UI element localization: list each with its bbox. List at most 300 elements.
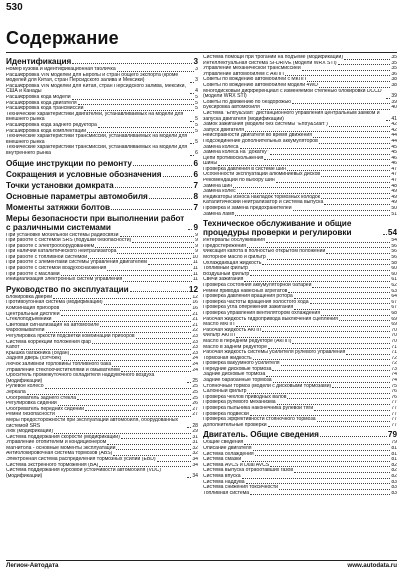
dot-leader (190, 82, 194, 83)
toc-entry-title: Проверка рулевого механизма (203, 400, 276, 406)
toc-entry-title: Проверка и замена предохранителей (203, 206, 292, 212)
toc-entry-title: Общие сведения (203, 440, 244, 446)
toc-entry-title: Номер кузова и идентификационная табличка (6, 67, 116, 72)
toc-entry-title: Стояночный тормоз (модели с дисковыми тормозами) (203, 383, 332, 389)
dot-leader (107, 444, 191, 445)
toc-page-number: 42 (391, 122, 397, 128)
toc-entry-title: Противоугонная система (модификации) (6, 300, 103, 306)
toc-page-number: 54 (391, 238, 397, 244)
toc-page-number: 21 (192, 322, 198, 328)
dot-leader (163, 176, 193, 177)
dot-leader (136, 338, 192, 339)
toc-page-number: 3 (195, 67, 198, 72)
toc-entry-title: Руководство по эксплуатации (6, 284, 129, 294)
dot-leader (247, 247, 390, 248)
dot-leader (132, 242, 194, 243)
dot-leader (245, 131, 390, 132)
dot-leader (121, 371, 192, 372)
toc-entry-title: Фильтр АКПП (203, 333, 236, 339)
dot-leader (60, 310, 191, 311)
toc-page-number: 49 (391, 189, 397, 195)
toc-page-number: 27 (192, 406, 198, 412)
dot-leader (120, 236, 195, 237)
toc-entry (203, 423, 397, 429)
toc-entry (6, 277, 198, 283)
toc-page-number: 58 (391, 260, 397, 266)
dot-leader (99, 466, 191, 467)
toc-entry-title: Система наддува (203, 479, 245, 485)
toc-entry-title: Технические характеристики трансмиссий, устанавливаемых на модели для внешнего рынка (6, 134, 188, 145)
dot-leader (98, 127, 194, 128)
toc-entry-title: Масло МКПП (203, 322, 235, 328)
toc-page-number: 23 (192, 334, 198, 339)
dot-leader (324, 204, 390, 205)
toc-entry-title: Система экстренного торможения (BA) (6, 462, 99, 468)
toc-page-number: 77 (391, 417, 397, 423)
toc-entry-title: Проверка подвески (203, 411, 249, 417)
toc-page-number: 24 (192, 367, 198, 373)
toc-entry-title: Система выпуска отработавших газов (203, 468, 294, 474)
toc-page-number: 31 (192, 434, 198, 440)
toc-page-number: 81 (391, 446, 397, 451)
dot-leader (237, 193, 391, 194)
toc-page-number: 71 (391, 350, 397, 356)
dot-leader (273, 382, 391, 383)
dot-leader (253, 359, 391, 360)
toc-entry-title: Масло в переднем редукторе (АКПП) (203, 338, 292, 344)
toc-page-number: 47 (391, 172, 397, 178)
page-number: 530 (6, 2, 23, 13)
toc-page-number: 61 (391, 277, 397, 283)
toc-entry-title: Расшифровка VIN моделей для Европы и стран общего экспорта (кроме моделей для Китая, стран Персидского залива и Мексики) (6, 72, 179, 84)
toc-entry-title: При установке мобильной системы радиосвязи (6, 232, 119, 238)
toc-page-number: 16 (192, 306, 198, 312)
toc-entry-title: Меры предосторожности при эксплуатации автомобиля, оборудованных системой SRS (6, 417, 179, 429)
toc-entry-title: При работе с системой воздухоснабжения (6, 266, 107, 272)
toc-page-number: 5 (195, 100, 198, 106)
toc-entry (6, 145, 198, 156)
toc-page-number: 74 (391, 372, 397, 378)
toc-entry-title: Система коррекции положения фар (6, 339, 92, 345)
toc-entry-title: Цепи противоскольжения (203, 155, 264, 161)
toc-entry-title: Обогреватель заднего стекла (6, 395, 77, 401)
toc-page-number: 3 (193, 57, 198, 66)
toc-page-number: 23 (192, 350, 198, 356)
dot-leader (72, 63, 192, 64)
dot-leader (288, 292, 390, 293)
toc-page-number: 6 (193, 158, 198, 168)
toc-page-number: 40 (391, 105, 397, 111)
toc-entry-title: Точки установки домкрата (6, 180, 114, 190)
toc-page-number: 41 (391, 115, 397, 122)
dot-leader (386, 98, 390, 99)
toc-entry-title: Дополнительные проверки (203, 422, 267, 428)
toc-entry-title: При наличии каталитического нейтрализатора (6, 249, 117, 255)
toc-page-number: 27 (192, 412, 198, 418)
toc-section-heading (6, 192, 198, 201)
toc-page-number: 5 (195, 94, 198, 100)
toc-page-number: 28 (192, 422, 198, 429)
dot-leader (111, 209, 192, 210)
dot-leader (190, 93, 194, 94)
toc-page-number: 60 (391, 266, 397, 272)
toc-page-number: 56 (391, 255, 397, 260)
dot-leader (95, 247, 194, 248)
dot-leader (107, 270, 191, 271)
toc-entry-title: Советы по движению по бездорожью (203, 99, 292, 105)
toc-entry-title: Проверка пыльника наконечника рулевой тяги (203, 406, 314, 412)
toc-page-number: 83 (391, 485, 397, 491)
toc-page-number: 39 (391, 99, 397, 105)
toc-page-number: 47 (391, 166, 397, 172)
toc-entry-title: Идентификация (6, 57, 72, 66)
toc-entry-title: Проверка состояния аккумуляторной батареи (203, 282, 312, 288)
dot-leader (326, 253, 390, 254)
toc-entry-title: Масло в заднем редукторе (203, 344, 267, 350)
dot-leader (121, 438, 192, 439)
toc-page-number: 48 (391, 183, 397, 189)
dot-leader (262, 264, 390, 265)
dot-leader (236, 326, 391, 327)
dot-leader (157, 461, 192, 462)
toc-section-heading (6, 285, 198, 294)
toc-entry-title: Советы по вождению автомобилей с МКПП (203, 77, 306, 83)
footer-website: www.autodata.ru (347, 562, 397, 569)
toc-entry-title: Тормозная жидкость (203, 355, 252, 361)
dot-leader (58, 405, 192, 406)
toc-entry-title: Зеркала (6, 389, 26, 395)
dot-leader (190, 143, 194, 144)
toc-page-number: 45 (391, 150, 397, 156)
toc-left-column (6, 55, 198, 479)
dot-leader (27, 394, 192, 395)
toc-page-number: 31 (192, 440, 198, 446)
toc-entry (6, 84, 198, 95)
dot-leader (188, 229, 192, 230)
toc-page-number: 5 (195, 122, 198, 128)
dot-leader (310, 303, 391, 304)
toc-entry-title: При работе с электрооборудованием (6, 243, 95, 249)
dot-leader (117, 71, 194, 72)
toc-entry-title: Расшифровка кода модели (6, 94, 71, 100)
toc-entry-title: Неисправности двигателя во время движения (203, 133, 313, 139)
dot-leader (250, 415, 391, 416)
toc-page-number: 10 (192, 254, 198, 260)
toc-page-number: 62 (391, 282, 397, 288)
toc-page-number: 9 (195, 249, 198, 255)
toc-page-number: 82 (391, 462, 397, 468)
toc-entry-title: Описание двигателя (203, 446, 252, 451)
toc-page-number: 46 (391, 155, 397, 161)
toc-entry-title: Проверка угла опережения зажигания (203, 305, 294, 311)
toc-entry-title: Система смазки (203, 457, 242, 463)
toc-entry-title: Топливная система (203, 490, 250, 496)
toc-entry-title: Регулировка сидений (6, 401, 57, 407)
dot-leader (261, 109, 391, 110)
toc-page-number: 34 (192, 472, 198, 479)
dot-leader (244, 281, 390, 282)
toc-entry-title: Рулевое колесо (6, 384, 44, 390)
dot-leader (321, 198, 390, 199)
dot-leader (266, 376, 390, 377)
toc-page-number: 11 (192, 277, 198, 283)
dot-leader (281, 365, 391, 366)
toc-entry (6, 468, 198, 479)
toc-page-number: 21 (192, 317, 198, 323)
toc-page-number: 69 (391, 316, 397, 322)
toc-entry-title: Замок зажигания (модели без системы "Entry&Start") (203, 122, 328, 128)
toc-page-number: 82 (391, 468, 397, 474)
dot-leader (268, 426, 391, 427)
page-title: Содержание (6, 28, 119, 48)
toc-page-number: 6 (195, 149, 198, 156)
toc-page-number: 46 (391, 161, 397, 167)
toc-page-number: 22 (192, 328, 198, 334)
toc-entry-title: Расшифровка кода трансмиссии (6, 106, 84, 112)
dot-leader (264, 159, 390, 160)
toc-entry-title: Основные параметры автомобиля (6, 191, 148, 201)
toc-page-number: 77 (391, 400, 397, 406)
dot-leader (190, 121, 194, 122)
toc-page-number: 42 (391, 127, 397, 133)
toc-entry (6, 418, 198, 429)
dot-leader (117, 253, 194, 254)
toc-entry (6, 373, 198, 384)
toc-page-number: 51 (391, 211, 397, 217)
toc-entry-title: Рабочая жидкость гидропривода выключения сцепления (203, 316, 338, 322)
toc-page-number: 16 (192, 300, 198, 306)
dot-leader (287, 398, 390, 399)
toc-page-number: 60 (391, 271, 397, 277)
toc-entry-title: Блокировка дверей (6, 294, 53, 300)
toc-entry-title: Проверка эффективности стояночного тормоза (203, 417, 316, 423)
toc-entry-title: Антиблокировочная система тормозов (ABS) (6, 451, 113, 457)
dot-leader (187, 427, 191, 428)
title-rule (6, 52, 397, 53)
toc-entry (6, 112, 198, 123)
dot-leader (313, 137, 390, 138)
dot-leader (250, 494, 390, 495)
toc-entry-title: Ремни привода навесных агрегатов (203, 288, 288, 294)
dot-leader (84, 110, 194, 111)
toc-page-number: 38 (391, 77, 397, 83)
toc-page-number: 23 (192, 345, 198, 351)
dot-leader (240, 148, 391, 149)
dot-leader (190, 155, 194, 156)
toc-page-number: 36 (391, 71, 397, 77)
toc-entry-title: Регулировка яркости подсветки комбинации приборов (6, 334, 135, 339)
dot-leader (242, 461, 390, 462)
toc-entry-title: Предостережения (203, 243, 246, 249)
toc-entry-title: Инициализация электронных систем управления (6, 277, 123, 283)
toc-entry-title: Расшифровка VIN моделей для Китая, стран Персидского залива, Мексики, США и Канады (6, 83, 186, 95)
toc-page-number: 81 (391, 451, 397, 457)
toc-section-heading (6, 170, 198, 179)
dot-leader (61, 275, 192, 276)
toc-page-number: 7 (193, 202, 198, 212)
toc-page-number: 67 (391, 299, 397, 305)
toc-entry-title: Задняя дверь (хэтчбек) (6, 356, 62, 362)
toc-page-number: 72 (391, 355, 397, 361)
dot-leader (268, 348, 390, 349)
toc-section-heading (6, 214, 198, 232)
dot-leader (53, 298, 191, 299)
toc-page-number: 79 (391, 440, 397, 446)
toc-page-number: 77 (391, 411, 397, 417)
toc-entry-title: Передние дисковые тормоза (203, 366, 272, 372)
toc-page-number: 70 (391, 333, 397, 339)
dot-leader (285, 75, 391, 76)
dot-leader (294, 298, 391, 299)
dot-leader (250, 275, 390, 276)
toc-entry-title: Технические характеристики двигателей, устанавливаемых на модели для внешнего рынка (6, 111, 184, 123)
toc-section-heading (6, 57, 198, 66)
toc-entry-title: Задние барабанные тормоза (203, 378, 272, 384)
toc-page-number: 24 (192, 361, 198, 367)
toc-entry-title: При работе с элементами системы управления двигателем (6, 260, 147, 266)
dot-leader (77, 399, 191, 400)
dot-leader (116, 449, 191, 450)
toc-page-number: 77 (391, 406, 397, 412)
toc-entry-title: Запуск двигателя (203, 127, 245, 133)
toc-section-heading (6, 203, 198, 212)
toc-entry (203, 212, 397, 218)
dot-leader (321, 315, 390, 316)
dot-leader (78, 104, 195, 105)
toc-entry-title: Управление механической трансмиссией (203, 66, 301, 72)
toc-entry-title: Расшифровка кода двигателя (6, 100, 77, 106)
toc-entry-title: Сокращения и условные обозначения (6, 169, 162, 179)
dot-leader (307, 81, 390, 82)
toc-entry-title: Многодисковый дифференциал с изменяемой степенью блокировки DCCD (модели WRX STI) (203, 88, 382, 100)
dot-leader (130, 291, 188, 292)
dot-leader (386, 120, 390, 121)
dot-leader (262, 331, 390, 332)
toc-page-number: 38 (391, 82, 397, 88)
dot-leader (133, 165, 192, 166)
dot-leader (46, 332, 192, 333)
toc-page-number: 11 (192, 266, 198, 272)
toc-page-number: 70 (391, 327, 397, 333)
toc-entry-title: Управление автомобилем с АКПП (203, 71, 284, 77)
toc-entry-title: Магнитола - основные моменты эксплуатации (6, 445, 116, 451)
dot-leader (115, 187, 193, 188)
toc-entry-title: Система поддержания скорости (модификации) (6, 434, 120, 440)
toc-entry-title: Система охлаждения (203, 451, 254, 457)
toc-entry-title: Ороситель промежуточного охладителя наддувочного воздуха (модификации) (6, 373, 155, 384)
dot-leader (92, 343, 191, 344)
dot-leader (249, 270, 390, 271)
page-footer (6, 560, 397, 569)
dot-leader (112, 366, 191, 367)
toc-entry-title: Проверка управления вентилятором охлаждения (203, 310, 321, 316)
toc-entry-title: Охлаждающая жидкость (203, 260, 262, 266)
toc-page-number: 82 (391, 473, 397, 479)
dot-leader (123, 281, 191, 282)
toc-page-number: 11 (192, 271, 198, 277)
dot-leader (45, 388, 192, 389)
toc-entry (203, 491, 397, 497)
toc-entry-title: Интеллектуальная система SI-DRIVE (модели WRX STI) (203, 60, 337, 66)
toc-section-heading (203, 219, 397, 237)
dot-leader (187, 382, 191, 383)
toc-entry-title: Рабочая жидкость АКПП (203, 327, 262, 333)
toc-entry-title: Проверка вакуумного усилителя (203, 361, 280, 367)
toc-page-number: 44 (391, 138, 397, 144)
dot-leader (319, 143, 390, 144)
dot-leader (287, 170, 390, 171)
toc-entry-title: Моторное масло и фильтр (203, 255, 266, 260)
toc-page-number: 5 (195, 116, 198, 123)
toc-page-number: 12 (188, 284, 198, 294)
toc-page-number: 23 (192, 339, 198, 345)
toc-page-number: 25 (192, 384, 198, 390)
dot-leader (253, 450, 391, 451)
toc-page-number: 32 (192, 445, 198, 451)
toc-page-number: 74 (391, 378, 397, 384)
toc-entry-title: Крышка багажника (седан) (6, 350, 70, 356)
footer-publisher: Легион-Автодата (6, 562, 59, 569)
toc-entry-title: Интервалы обслуживания (203, 238, 265, 244)
toc-entry-title: Замена шин (203, 183, 233, 189)
toc-entry-title: Расшифровка кода комплектации (6, 128, 87, 134)
dot-leader (270, 154, 391, 155)
dot-leader (233, 187, 390, 188)
dot-leader (255, 455, 391, 456)
toc-page-number: 35 (391, 55, 397, 60)
dot-leader (87, 132, 194, 133)
toc-entry-title: Проверка давления в системе шин (203, 166, 286, 172)
dot-leader (72, 99, 195, 100)
toc-entry-title: При работе с топливной системой (6, 254, 88, 260)
dot-leader (277, 404, 391, 405)
dot-leader (270, 466, 390, 467)
toc-page-number: 5 (195, 128, 198, 134)
toc-entry-title: Меры безопасности при выполнении работ с различными системами (6, 213, 185, 232)
toc-page-number: 4 (195, 88, 198, 95)
toc-page-number: 56 (391, 243, 397, 249)
toc-page-number: 81 (391, 457, 397, 463)
dot-leader (187, 477, 191, 478)
dot-leader (317, 421, 391, 422)
toc-entry-title: Проверка частоты вращения холостого хода (203, 299, 309, 305)
toc-entry-title: Проверка чехлов приводных валов (203, 394, 287, 400)
dot-leader (244, 444, 390, 445)
dot-leader (272, 370, 390, 371)
dot-leader (54, 433, 191, 434)
toc-entry-title: Рабочая жидкость системы усилителя рулевого управления (203, 350, 346, 356)
toc-page-number: 34 (192, 462, 198, 468)
toc-right-column (203, 55, 397, 496)
toc-entry-title: Фароомыватели (6, 328, 45, 334)
toc-page-number: 49 (391, 200, 397, 206)
toc-page-number: 77 (391, 422, 397, 428)
dot-leader (292, 343, 390, 344)
toc-entry-title: Замена колеса (203, 144, 239, 150)
toc-entry-title: Система впуска (203, 473, 241, 479)
toc-page-number: 29 (192, 429, 198, 435)
dot-leader (62, 360, 191, 361)
toc-page-number: 26 (192, 401, 198, 407)
toc-page-number: 6 (193, 169, 198, 179)
toc-entry-title: Двигатель. Общие сведения (203, 430, 319, 440)
dot-leader (312, 287, 390, 288)
dot-leader (294, 309, 390, 310)
dot-leader (247, 393, 390, 394)
dot-leader (246, 483, 391, 484)
toc-page-number: 79 (387, 430, 397, 440)
dot-leader (338, 64, 391, 65)
